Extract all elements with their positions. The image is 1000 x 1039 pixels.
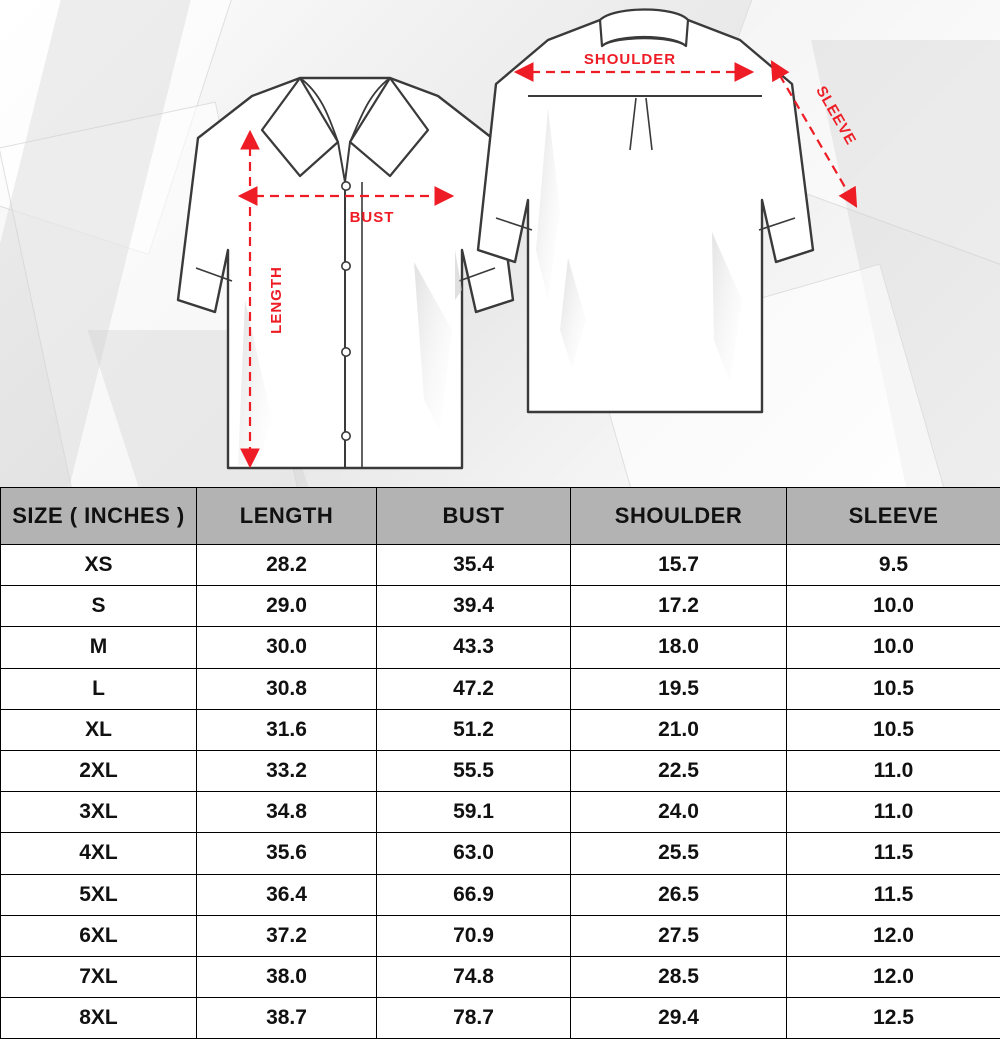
cell-shoulder: 22.5 <box>571 750 787 791</box>
table-row <box>1 627 1000 668</box>
cell-sleeve: 12.0 <box>787 956 1000 997</box>
cell-bust: 70.9 <box>377 915 571 956</box>
cell-length: 38.0 <box>197 956 377 997</box>
cell-length: 34.8 <box>197 792 377 833</box>
cell-length: 31.6 <box>197 709 377 750</box>
cell-bust: 59.1 <box>377 792 571 833</box>
cell-size: 3XL <box>1 792 197 833</box>
cell-shoulder: 17.2 <box>571 586 787 627</box>
cell-shoulder: 29.4 <box>571 998 787 1039</box>
header-sleeve: SLEEVE <box>787 488 1000 545</box>
table-header <box>1 488 1000 545</box>
table-body <box>1 545 1000 1039</box>
table-row <box>1 956 1000 997</box>
cell-size: 5XL <box>1 874 197 915</box>
table-row <box>1 915 1000 956</box>
table-row <box>1 874 1000 915</box>
cell-bust: 63.0 <box>377 833 571 874</box>
shoulder-label: SHOULDER <box>584 51 676 68</box>
cell-shoulder: 21.0 <box>571 709 787 750</box>
cell-size: XL <box>1 709 197 750</box>
cell-bust: 51.2 <box>377 709 571 750</box>
cell-size: 2XL <box>1 750 197 791</box>
cell-size: 7XL <box>1 956 197 997</box>
cell-size: 6XL <box>1 915 197 956</box>
cell-length: 37.2 <box>197 915 377 956</box>
cell-length: 28.2 <box>197 545 377 586</box>
cell-sleeve: 10.5 <box>787 709 1000 750</box>
table-row <box>1 750 1000 791</box>
cell-shoulder: 26.5 <box>571 874 787 915</box>
cell-sleeve: 10.0 <box>787 627 1000 668</box>
table-row <box>1 833 1000 874</box>
cell-shoulder: 15.7 <box>571 545 787 586</box>
cell-size: 4XL <box>1 833 197 874</box>
shirt-illustration-panel <box>0 0 1000 487</box>
cell-sleeve: 10.5 <box>787 668 1000 709</box>
back-shirt-group <box>478 10 860 413</box>
cell-shoulder: 27.5 <box>571 915 787 956</box>
cell-length: 30.0 <box>197 627 377 668</box>
table-header-row <box>1 488 1000 545</box>
table-row <box>1 998 1000 1039</box>
cell-shoulder: 18.0 <box>571 627 787 668</box>
cell-size: L <box>1 668 197 709</box>
cell-shoulder: 28.5 <box>571 956 787 997</box>
bust-label: BUST <box>350 209 395 226</box>
header-length: LENGTH <box>197 488 377 545</box>
table-row <box>1 668 1000 709</box>
cell-size: M <box>1 627 197 668</box>
cell-bust: 39.4 <box>377 586 571 627</box>
cell-size: 8XL <box>1 998 197 1039</box>
header-size: SIZE ( INCHES ) <box>1 488 197 545</box>
table-row <box>1 545 1000 586</box>
cell-bust: 66.9 <box>377 874 571 915</box>
cell-shoulder: 19.5 <box>571 668 787 709</box>
shirt-vector-art <box>0 0 1000 487</box>
table-row <box>1 709 1000 750</box>
cell-sleeve: 11.5 <box>787 874 1000 915</box>
sleeve-label: SLEEVE <box>812 83 859 148</box>
header-shoulder: SHOULDER <box>571 488 787 545</box>
cell-sleeve: 9.5 <box>787 545 1000 586</box>
cell-length: 33.2 <box>197 750 377 791</box>
cell-size: S <box>1 586 197 627</box>
cell-sleeve: 12.5 <box>787 998 1000 1039</box>
cell-sleeve: 11.0 <box>787 792 1000 833</box>
cell-bust: 47.2 <box>377 668 571 709</box>
cell-bust: 74.8 <box>377 956 571 997</box>
cell-shoulder: 24.0 <box>571 792 787 833</box>
cell-bust: 78.7 <box>377 998 571 1039</box>
cell-length: 38.7 <box>197 998 377 1039</box>
cell-length: 30.8 <box>197 668 377 709</box>
cell-sleeve: 12.0 <box>787 915 1000 956</box>
cell-shoulder: 25.5 <box>571 833 787 874</box>
cell-length: 36.4 <box>197 874 377 915</box>
cell-bust: 35.4 <box>377 545 571 586</box>
cell-bust: 55.5 <box>377 750 571 791</box>
cell-size: XS <box>1 545 197 586</box>
size-chart-table <box>0 487 1000 1039</box>
table-row <box>1 792 1000 833</box>
header-bust: BUST <box>377 488 571 545</box>
cell-bust: 43.3 <box>377 627 571 668</box>
cell-length: 35.6 <box>197 833 377 874</box>
front-shirt-group <box>178 78 513 468</box>
table-row <box>1 586 1000 627</box>
length-label: LENGTH <box>268 266 285 334</box>
cell-sleeve: 11.5 <box>787 833 1000 874</box>
cell-sleeve: 10.0 <box>787 586 1000 627</box>
cell-sleeve: 11.0 <box>787 750 1000 791</box>
cell-length: 29.0 <box>197 586 377 627</box>
